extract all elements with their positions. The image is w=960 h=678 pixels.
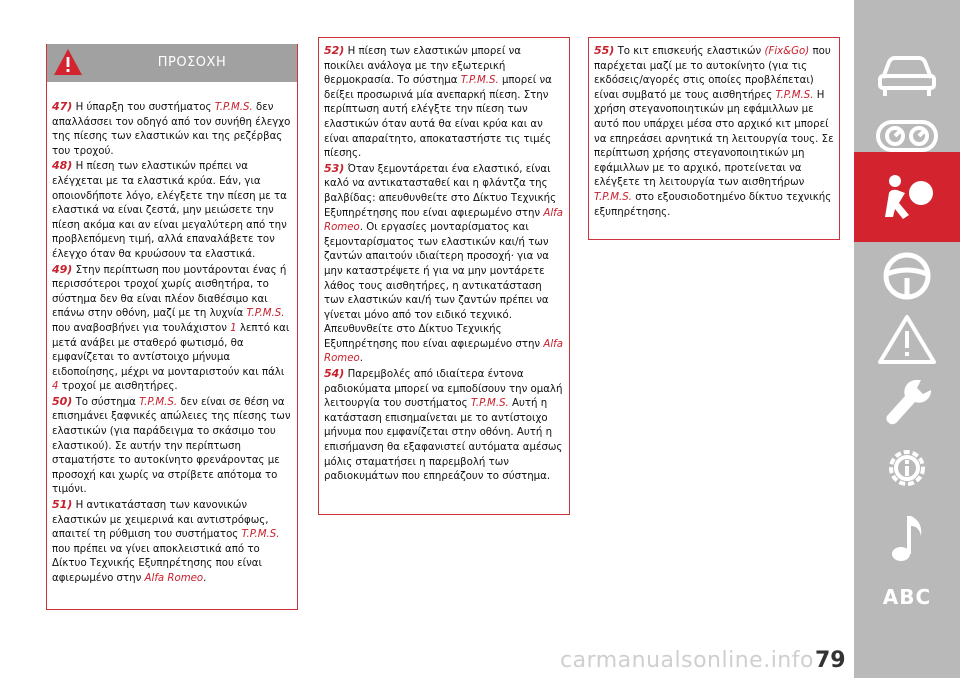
note-number: 49) [52,262,73,276]
service-gear-icon[interactable] [875,442,939,494]
warning-column-1 [46,44,298,610]
airbag-safety-icon[interactable] [875,171,939,223]
note-text: Η χρήση στεγανοποιητικών μη εφάμιλλων με αυτό που υπάρχει μέσα στο αρχικό κιτ μπορεί να επηρεάσει αρνητικά τη λειτουργία τους. Σε περίπτωση χρήσης στεγανοποιητικών μη εφάμιλλων με το αρχικό, προτείνεται να ελέγξετε τη λειτουργία των αισθητήρων [594,89,834,189]
warning-triangle-icon[interactable] [875,314,939,366]
note-text: . [359,353,363,365]
note-text: Το σύστημα [72,396,140,408]
warning-note [324,162,564,367]
note-term: 4 [52,381,59,393]
warning-note [52,100,292,159]
chapter-sidebar [854,0,960,678]
note-text: . [203,573,207,584]
note-text: δεν απαλλάσσει τον οδηγό από τον συνήθη έλεγχο της πίεσης των ελαστικών και της ρεζέρβας του τροχού. [52,102,291,157]
note-number: 54) [324,367,345,381]
note-number: 50) [52,394,73,408]
warning-note [52,395,292,498]
warning-header [47,44,297,82]
warning-note [52,159,292,262]
note-text: στο εξουσιοδοτημένο δίκτυο τεχνικής εξυπηρέτησης. [594,191,832,218]
note-text: μπορεί να δείξει προσωρινά μία ανεπαρκή πίεση. Στην περίπτωση αυτή ελέγξτε την πίεση των ελαστικών όταν αυτά θα είναι κρύα και αν είναι απαραίτητο, αποκαταστήστε τις τιμές πίεσης. [324,75,552,160]
note-term: Alfa Romeo [324,338,563,365]
warning-column-2 [318,37,570,515]
note-text: Στην περίπτωση που μοντάρονται ένας ή περισσότεροι τροχοί χωρίς αισθητήρα, το σύστημα δεν θα είναι πλέον διαθέσιμο και επάνω στην οθόνη, μαζί με τη λυχνία [52,264,287,320]
note-number: 52) [324,44,345,57]
note-text: Το κιτ επισκευής ελαστικών [614,46,765,57]
note-text: . Οι εργασίες μονταρίσματος και ξεμονταρίσματος των ελαστικών και/ή των ζαντών απαιτούν ιδιαίτερη προσοχή· για να μην καταστρέψετε ή για να μην μοντάρετε λάθος τους αισθητήρες, η αντικατάσταση των ελαστικών και/ή των ζαντών πρέπει να γίνεται μόνο από τον ειδικό τεχνικό. Απευθυνθείτε στο Δίκτυο Τεχνικής Εξυπηρέτησης που είναι αφιερωμένο στην [324,222,550,350]
note-text: τροχοί με αισθητήρες. [58,381,178,393]
note-number: 48) [52,159,73,173]
note-text: που αναβοσβήνει για τουλάχιστον [52,322,231,334]
note-text: δεν είναι σε θέση να επισημάνει ξαφνικές απώλειες της πίεσης των ελαστικών (για παράδειγμα το σκάσιμο του ελαστικού). Σε αυτήν την περίπτωση σταματήστε το αυτοκίνητο φρενάροντας με προσοχή και χωρίς να στρίβετε απότομα το τιμόνι. [52,396,291,496]
note-number: 47) [52,100,73,113]
music-note-icon[interactable] [875,512,939,564]
steering-wheel-icon[interactable] [875,250,939,302]
page-number: 79 [815,648,846,673]
note-term: 1 [230,322,237,334]
note-term: T.P.M.S. [775,89,814,101]
note-text: Αυτή η κατάσταση επισημαίνεται με το αντίστοιχο μήνυμα που εμφανίζεται στην οθόνη. Αυτή η επισήμανση θα εξαφανιστεί αυτόματα αμέσως μόλις σταματήσει η παρεμβολή των ραδιοκυμάτων που επηρεάζουν το σύστημα. [324,398,563,483]
notes-list [47,82,297,587]
note-text: που πρέπει να γίνει αποκλειστικά από το Δίκτυο Τεχνικής Εξυπηρέτησης που είναι αφιερωμένο στην [52,543,262,584]
note-text: Παρεμβολές από ιδιαίτερα έντονα ραδιοκύματα μπορεί να εμποδίσουν την ομαλή λειτουργία του συστήματος [324,369,563,410]
note-term: Alfa Romeo [324,207,563,234]
warning-note [52,498,292,587]
warning-note [324,44,564,162]
note-term: T.P.M.S. [241,529,280,541]
note-text: Η πίεση των ελαστικών μπορεί να ποικίλει ανάλογα με την εξωτερική θερμοκρασία. Το σύστημα [324,46,521,87]
note-term: T.P.M.S. [460,75,499,87]
note-text: λεπτό και μετά ανάβει με σταθερό φωτισμό, θα εμφανίζεται το αντίστοιχο μήνυμα ειδοποίησης, μέχρι να μονταριστούν και πάλι [52,322,290,378]
warning-column-3 [588,37,840,240]
note-number: 55) [594,44,615,57]
warning-note [594,44,834,220]
note-term: Alfa Romeo [144,573,204,584]
dashboard-gauges-icon[interactable] [875,110,939,162]
note-text: Η αντικατάσταση των κανονικών ελαστικών με χειμερινά και αντιστρόφως, απαιτεί τη ρύθμιση του συστήματος [52,500,269,541]
warning-note [52,263,292,395]
note-term: T.P.M.S. [470,398,509,410]
warning-title: ΠΡΟΣΟΧΗ [157,55,227,70]
note-number: 53) [324,161,345,175]
note-term: T.P.M.S. [214,102,253,113]
note-term: (Fix&Go) [764,46,810,57]
watermark: carmanualsonline.info [560,648,814,673]
notes-list [589,38,839,220]
note-text: Η ύπαρξη του συστήματος [72,102,215,113]
warning-note [324,367,564,485]
car-icon[interactable] [875,48,939,100]
note-term: T.P.M.S. [594,191,632,203]
note-text: Όταν ξεμοντάρεται ένα ελαστικό, είναι καλό να αντικατασταθεί και η φλάντζα της βαλβίδας: απευθυνθείτε στο Δίκτυο Τεχνικής Εξυπηρέτησης που είναι αφιερωμένο στην [324,163,557,219]
warning-triangle-icon [53,48,83,76]
wrench-icon[interactable] [875,376,939,428]
notes-list [319,38,569,485]
note-text: που παρέχεται μαζί με το αυτοκίνητο (για τις εκδόσεις/αγορές στις οποίες προβλέπεται) είναι συμβατό με τους αισθητήρες [594,46,831,101]
note-text: Η πίεση των ελαστικών πρέπει να ελέγχεται με τα ελαστικά κρύα. Εάν, για οποιονδήποτε λόγο, ελέγξετε την πίεση με τα ελαστικά να είναι ζεστά, μην μειώσετε την πίεση ακόμα και αν είναι μεγαλύτερη από την προβλεπόμενη τιμή, αλλά επαναλάβετε τον έλεγχο όταν θα κρυώσουν τα ελαστικά. [52,161,287,260]
note-term: T.P.M.S. [246,308,285,320]
note-term: T.P.M.S. [139,396,178,408]
abc-index-label[interactable]: ABC [882,585,932,609]
note-number: 51) [52,498,73,512]
